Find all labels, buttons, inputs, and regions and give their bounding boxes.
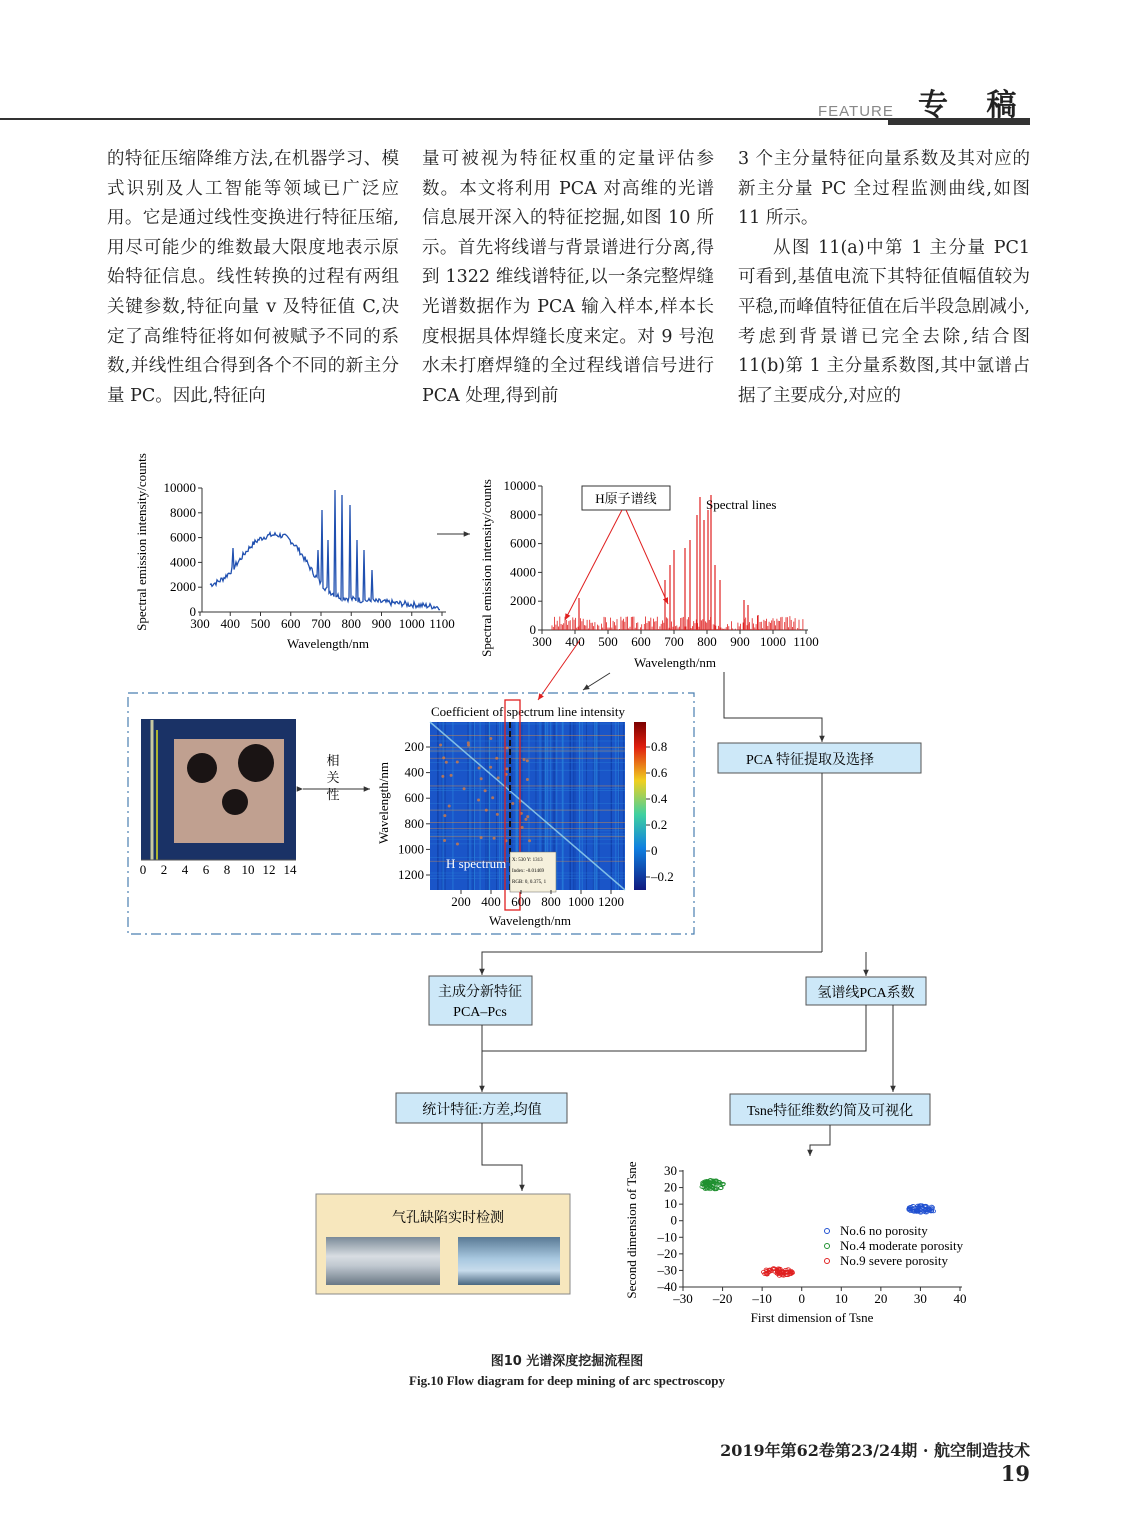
svg-text:Index: -0.01469: Index: -0.01469 <box>512 869 544 874</box>
spec2-xlabel: Wavelength/nm <box>634 655 716 670</box>
tick-label: 2 <box>160 862 168 877</box>
tick-label: –10 <box>657 1229 677 1245</box>
tick-label: 300 <box>190 616 210 631</box>
tick-label: 0 <box>670 1212 677 1228</box>
tick-label: 0 <box>189 604 196 619</box>
journal-info: 2019年第62卷第23/24期 · 航空制造技术 <box>720 1441 1030 1460</box>
tick-label: 10000 <box>163 480 196 495</box>
legend-entry: No.4 moderate porosity <box>840 1238 964 1253</box>
tick-label: 4000 <box>510 564 536 580</box>
tick-label: –0.2 <box>651 869 674 884</box>
tick-label: 400 <box>404 764 424 780</box>
correlation-label <box>326 753 339 802</box>
svg-text:气孔缺陷实时检测: 气孔缺陷实时检测 <box>392 1211 504 1226</box>
tick-label: 6000 <box>510 535 536 551</box>
tick-label: –30 <box>657 1262 677 1278</box>
tick-label: 10 <box>241 862 255 877</box>
tick-label: 200 <box>404 739 424 754</box>
correlation-heatmap <box>376 700 674 928</box>
tick-label: 400 <box>565 634 585 649</box>
paragraph: 量可被视为特征权重的定量评估参数。本文将利用 PCA 对高维的光谱信息展开深入的特征挖掘,如图 10 所示。首先将线谱与背景谱进行分离,得到 1322 维线谱特征,以一条完整焊缝光谱数据作为 PCA 输入样本,样本长度根据具体焊缝长度来定。对 9 号泡水未打磨焊缝的全过程线谱信号进行 PCA 处理,得到前 <box>422 149 714 406</box>
tick-label: 12 <box>262 862 276 877</box>
tick-label: –20 <box>712 1291 733 1306</box>
tick-label: 1000 <box>568 894 594 909</box>
tick-label: 900 <box>730 634 750 649</box>
tick-label: 6000 <box>170 529 196 545</box>
paragraph: 的特征压缩降维方法,在机器学习、模式识别及人工智能等领域已广泛应用。它是通过线性变换进行特征压缩,用尽可能少的维数最大限度地表示原始特征信息。线性转换的过程有两组关键参数,特征向量 v 及特征值 C,决定了高维特征将如何被赋予不同的系数,并线性组合得到各个不同的新主分量 PC。因此,特征向 <box>107 149 399 406</box>
page-number: 19 <box>1000 1461 1030 1486</box>
tick-label: 6 <box>202 862 210 877</box>
svg-text:性: 性 <box>326 787 340 802</box>
tick-label: 8000 <box>170 504 196 520</box>
legend-entry: No.6 no porosity <box>840 1223 928 1238</box>
tick-label: 600 <box>281 616 301 631</box>
svg-text:Wavelength/nm: Wavelength/nm <box>376 762 391 844</box>
tick-label: 10 <box>834 1291 848 1306</box>
tick-label: 400 <box>220 616 240 631</box>
spectrum-chart-1 <box>134 453 455 651</box>
tick-label: 0 <box>798 1291 805 1306</box>
tick-label: 0.6 <box>651 765 668 780</box>
heatmap-title: Coefficient of spectrum line intensity <box>431 704 625 719</box>
tick-label: 0 <box>139 862 147 877</box>
header-title: 专 稿 <box>918 88 1031 123</box>
tick-label: 2000 <box>170 579 196 595</box>
legend-entry: No.9 severe porosity <box>840 1253 948 1268</box>
svg-text:Tsne特征维数约简及可视化: Tsne特征维数约简及可视化 <box>746 1104 914 1119</box>
svg-text:X: 530 Y: 1313: X: 530 Y: 1313 <box>512 858 543 863</box>
svg-text:RGB: 0, 0.375, 1: RGB: 0, 0.375, 1 <box>512 880 547 885</box>
svg-text:PCA–Pcs: PCA–Pcs <box>453 1005 507 1020</box>
tick-label: 400 <box>481 894 501 909</box>
tick-label: 8 <box>223 862 231 877</box>
tick-label: 500 <box>598 634 618 649</box>
tick-label: 0 <box>651 843 658 858</box>
tick-label: –40 <box>657 1279 677 1294</box>
tick-label: –20 <box>657 1245 677 1261</box>
svg-text:氢谱线PCA系数: 氢谱线PCA系数 <box>817 986 915 1001</box>
svg-text:Wavelength/nm: Wavelength/nm <box>489 913 571 928</box>
tick-label: 8000 <box>510 506 536 522</box>
svg-text:Second dimension of Tsne: Second dimension of Tsne <box>624 1161 639 1299</box>
footer <box>700 1438 1030 1486</box>
tick-label: 40 <box>953 1291 967 1306</box>
tick-label: 0.2 <box>651 817 668 832</box>
tick-label: 800 <box>341 616 361 631</box>
tick-label: 600 <box>511 894 531 909</box>
tick-label: 10 <box>664 1196 677 1212</box>
tick-label: 1200 <box>598 894 624 909</box>
svg-text:主成分新特征: 主成分新特征 <box>438 985 522 1000</box>
tick-label: 700 <box>664 634 684 649</box>
spec2-ylabel: Spectral emission intensity/counts <box>479 479 494 657</box>
paragraph: 从图 11(a)中第 1 主分量 PC1 可看到,基值电流下其特征值幅值较为平稳,而峰值特征值在后半段急剧减小,考虑到背景谱已完全去除,结合图 11(b)第 1 主分量系数图,其中氩谱占据了主要成分,对应的 <box>738 237 1030 406</box>
figure-caption-cn: 图10 光谱深度挖掘流程图 <box>490 1354 644 1369</box>
header-feature: FEATURE <box>818 103 894 120</box>
tick-label: 1000 <box>398 841 424 857</box>
tick-label: 1100 <box>793 634 819 649</box>
tick-label: 4 <box>181 862 189 877</box>
tick-label: 10000 <box>503 478 536 493</box>
svg-text:关: 关 <box>326 770 340 785</box>
tick-label: 30 <box>913 1291 927 1306</box>
tick-label: 2000 <box>510 593 536 609</box>
tick-label: –10 <box>752 1291 772 1306</box>
tick-label: 200 <box>451 894 471 909</box>
tick-label: 1000 <box>760 634 786 649</box>
tick-label: 800 <box>697 634 717 649</box>
tick-label: 800 <box>404 815 424 831</box>
tick-label: 4000 <box>170 554 196 570</box>
h-atom-label: H原子谱线 <box>595 491 657 506</box>
svg-text:相: 相 <box>326 753 340 768</box>
paragraph: 3 个主分量特征向量系数及其对应的新主分量 PC 全过程监测曲线,如图 11 所示。 <box>738 149 1030 229</box>
spectrum-chart-2 <box>479 478 819 670</box>
tick-label: 1200 <box>398 867 424 882</box>
tsne-scatter <box>624 1161 967 1325</box>
tick-label: 30 <box>664 1163 677 1178</box>
tick-label: 300 <box>532 634 552 649</box>
tick-label: –30 <box>673 1291 693 1306</box>
spectral-lines-label: Spectral lines <box>706 497 777 512</box>
spec1-ylabel: Spectral emission intensity/counts <box>134 453 149 631</box>
svg-text:First dimension of Tsne: First dimension of Tsne <box>750 1310 874 1325</box>
tick-label: 1000 <box>398 616 425 631</box>
tick-label: 20 <box>874 1291 888 1306</box>
h-spectrum-label: H spectrum <box>446 856 507 871</box>
svg-text:统计特征:方差,均值: 统计特征:方差,均值 <box>422 1103 542 1118</box>
tick-label: 600 <box>631 634 651 649</box>
tick-label: 0.8 <box>651 739 668 754</box>
tick-label: 0 <box>529 622 536 637</box>
tick-label: 800 <box>541 894 561 909</box>
tick-label: 1100 <box>429 616 455 631</box>
spec1-xlabel: Wavelength/nm <box>287 636 369 651</box>
tick-label: 500 <box>250 616 271 631</box>
tick-label: 900 <box>371 616 392 631</box>
tick-label: 600 <box>404 790 424 806</box>
tick-label: 20 <box>664 1179 677 1195</box>
tick-label: 700 <box>311 616 331 631</box>
figure-caption-en: Fig.10 Flow diagram for deep mining of arc spectroscopy <box>409 1373 725 1388</box>
tick-label: 0.4 <box>651 791 668 806</box>
porosity-photo <box>140 719 297 877</box>
svg-text:PCA 特征提取及选择: PCA 特征提取及选择 <box>746 753 874 768</box>
tick-label: 14 <box>283 862 297 877</box>
